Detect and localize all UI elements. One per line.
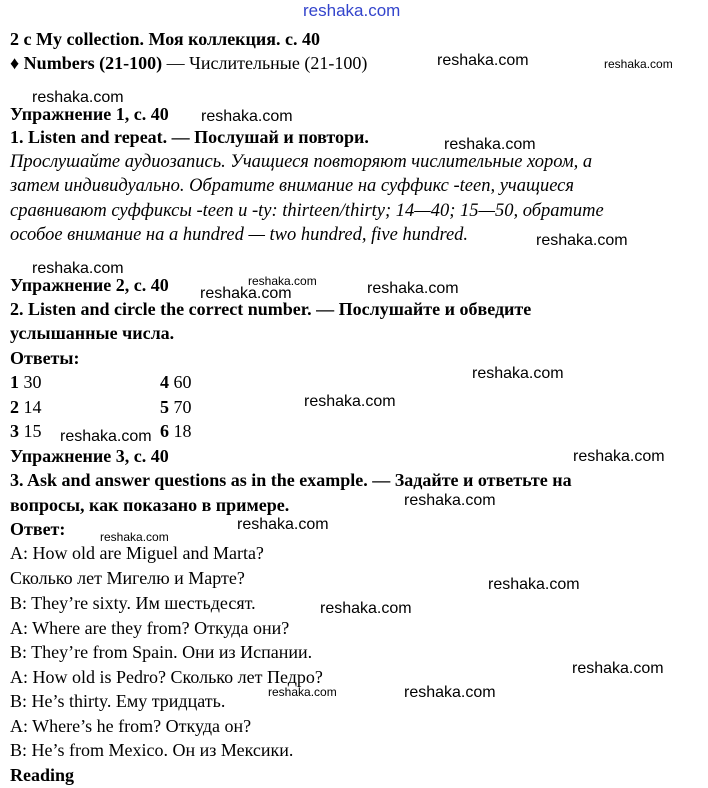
watermark: reshaka.com [304,393,396,410]
watermark: reshaka.com [404,492,496,509]
watermark: reshaka.com [472,365,564,382]
numbers-topic-bold: ♦ Numbers (21-100) [10,53,163,73]
dialog-line: B: They’re from Spain. Они из Испании. [10,642,313,662]
watermark: reshaka.com [320,600,412,617]
watermark: reshaka.com [437,52,529,69]
watermark: reshaka.com [201,108,293,125]
watermark: reshaka.com [303,1,401,20]
watermark: reshaka.com [573,448,665,465]
ex1-task: 1. Listen and repeat. — Послушай и повтори. [10,127,369,147]
answer-item: 3 15 [10,421,42,441]
watermark: reshaka.com [572,660,664,677]
reading-heading: Reading [10,765,75,785]
watermark: reshaka.com [60,428,152,445]
ex3-task: 3. Ask and answer questions as in the example. — Задайте и ответьте на [10,470,572,490]
dialog-line: A: Where are they from? Откуда они? [10,618,290,638]
watermark: reshaka.com [32,89,124,106]
ex1-note-line: сравнивают суффиксы -teen и -ty: thirteen/thirty; 14—40; 15—50, обратите [10,201,604,221]
dialog-line: B: They’re sixty. Им шестьдесят. [10,593,256,613]
ex2-heading: Упражнение 2, с. 40 [10,275,169,295]
ex2-task-cont: услышанные числа. [10,323,175,343]
watermark: reshaka.com [100,530,169,544]
ex1-note-line: Прослушайте аудиозапись. Учащиеся повторяют числительные хором, а [10,152,593,172]
page-title: 2 с My collection. Моя коллекция. с. 40 [10,29,321,49]
watermark: reshaka.com [200,285,292,302]
dialog-line: A: How old are Miguel and Marta? [10,543,264,563]
dialog-line: B: He’s from Mexico. Он из Мексики. [10,740,294,760]
ex2-answers-label: Ответы: [10,348,80,368]
watermark: reshaka.com [248,274,317,288]
answer-item: 5 70 [160,397,192,417]
dialog-line: Сколько лет Мигелю и Марте? [10,568,245,588]
watermark: reshaka.com [367,280,459,297]
watermark: reshaka.com [488,576,580,593]
watermark: reshaka.com [444,136,536,153]
watermark: reshaka.com [536,232,628,249]
ex1-note-line: особое внимание на a hundred — two hundred, five hundred. [10,225,469,245]
watermark: reshaka.com [268,685,337,699]
numbers-topic [10,52,367,74]
watermark: reshaka.com [404,684,496,701]
watermark: reshaka.com [237,516,329,533]
ex3-task-cont: вопросы, как показано в примере. [10,495,290,515]
ex1-note-line: затем индивидуально. Обратите внимание на суффикс -teen, учащиеся [10,176,574,196]
dialog-line: A: How old is Pedro? Сколько лет Педро? [10,667,323,687]
answer-item: 1 30 [10,372,42,392]
ex1-heading: Упражнение 1, с. 40 [10,104,169,124]
watermark: reshaka.com [604,57,673,71]
ex3-answer-label: Ответ: [10,519,66,539]
ex2-task: 2. Listen and circle the correct number. — Послушайте и обведите [10,299,532,319]
dialog-line: A: Where’s he from? Откуда он? [10,716,252,736]
watermark: reshaka.com [32,260,124,277]
answer-item: 6 18 [160,421,192,441]
answer-item: 2 14 [10,397,42,417]
ex3-heading: Упражнение 3, с. 40 [10,446,169,466]
answer-item: 4 60 [160,372,192,392]
numbers-topic-rest: — Числительные (21-100) [162,53,368,73]
dialog-line: B: He’s thirty. Ему тридцать. [10,691,226,711]
